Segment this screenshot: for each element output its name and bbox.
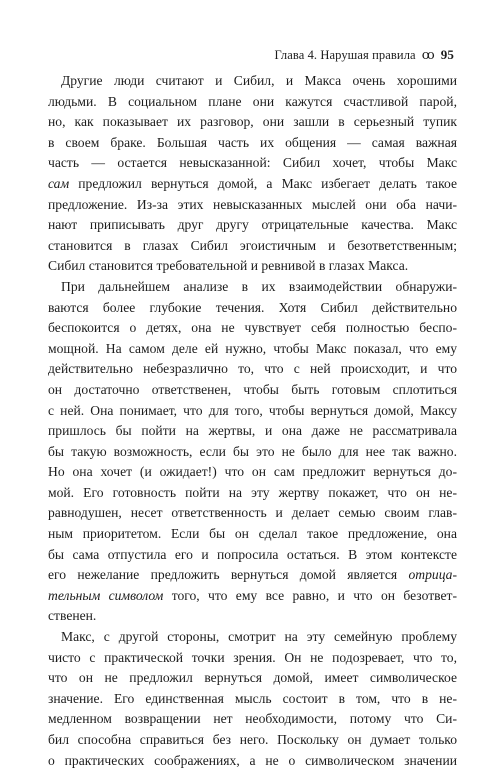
text-segment: пришлось бы пойти на жертвы, и она даже не рассматривала (48, 423, 457, 439)
text-line (48, 256, 457, 277)
text-segment: ственен. (48, 608, 97, 624)
text-line (48, 339, 457, 360)
text-line (48, 524, 457, 545)
text-line (48, 174, 457, 195)
text-segment: бы такую возможность, если бы это не было для нее так важно. (48, 443, 457, 459)
text-line (48, 421, 457, 442)
text-segment: беспокоится о детях, она не чувствует себя полностью беспо- (48, 320, 457, 336)
text-line (48, 751, 457, 771)
text-segment: равнодушен, несет ответственность и делает семью своим глав- (48, 505, 457, 521)
page-number: 95 (440, 47, 454, 62)
text-line (48, 380, 457, 401)
text-segment: Макс, с другой стороны, смотрит на эту семейную проблему (61, 629, 457, 645)
text-segment: предложение. Из-за этих невысказанных мыслей они оба начи- (48, 196, 457, 212)
text-line (48, 71, 457, 92)
text-segment: становится в глазах Сибил эгоистичным и безответственным; (48, 237, 457, 253)
italic-text: тельным символом (48, 587, 164, 603)
text-line (48, 627, 457, 648)
text-line (48, 545, 457, 566)
text-line (48, 277, 457, 298)
text-segment: действительно небезразлично то, что с ней происходит, и что (48, 361, 457, 377)
text-segment: мощной. На самом деле ей нужно, чтобы Макс показал, что ему (48, 340, 457, 356)
body-text (48, 71, 457, 771)
text-segment: что он не предложил вернуться домой, имеет символическое (48, 670, 457, 686)
text-line (48, 503, 457, 524)
running-head (274, 47, 454, 63)
text-segment: При дальнейшем анализе в их взаимодействии обнаружи- (61, 278, 457, 294)
text-line (48, 236, 457, 257)
text-segment: но, как показывает их разговор, они зашли в серьезный тупик (48, 114, 457, 130)
ornament-icon: ꝏ (421, 47, 435, 62)
text-segment: ным приоритетом. Если бы он сделал такое предложение, она (48, 526, 457, 542)
text-line (48, 709, 457, 730)
italic-text: сам (48, 175, 70, 191)
text-segment: с ней. Она понимает, что для того, чтобы вернуться домой, Максу (48, 402, 457, 418)
text-segment: часть — остается невысказанной: Сибил хочет, чтобы Макс (48, 155, 457, 171)
text-segment: его нежелание предложить вернуться домой является (48, 567, 409, 583)
text-line (48, 359, 457, 380)
text-line (48, 153, 457, 174)
text-segment: он достаточно ответственен, чтобы быть готовым сплотиться (48, 381, 457, 397)
text-segment: Сибил становится требовательной и ревнивой в глазах Макса. (48, 258, 409, 274)
text-segment: бы сама отпустила его и попросила остаться. В этом контексте (48, 546, 457, 562)
text-line (48, 401, 457, 422)
text-line (48, 112, 457, 133)
text-line (48, 133, 457, 154)
text-line (48, 565, 457, 586)
text-line (48, 483, 457, 504)
text-segment: чисто с практической точки зрения. Он не подозревает, что то, (48, 649, 457, 665)
text-segment: нают приписывать друг другу отрицательные качества. Макс (48, 217, 457, 233)
text-line (48, 648, 457, 669)
text-segment: бил способна справиться без него. Поскольку он думает только (48, 732, 457, 747)
text-segment: значение. Его единственная мысль состоит в том, что в не- (48, 690, 457, 706)
text-line (48, 195, 457, 216)
text-line (48, 606, 457, 627)
text-segment: ваются более глубокие течения. Хотя Сибил действительно (48, 299, 457, 315)
text-segment: людьми. В социальном плане они кажутся счастливой парой, (48, 93, 457, 109)
text-line (48, 298, 457, 319)
text-line (48, 689, 457, 710)
text-segment: того, что ему все равно, и что он безответ- (163, 587, 457, 603)
text-segment: предложил вернуться домой, а Макс избегает делать такое (69, 175, 457, 191)
italic-text: отрица- (408, 567, 457, 583)
text-line (48, 668, 457, 689)
text-line (48, 586, 457, 607)
chapter-title: Глава 4. Нарушая правила (274, 48, 416, 62)
text-segment: Но она хочет (и ожидает!) что он сам предложит вернуться до- (48, 464, 457, 480)
text-line (48, 462, 457, 483)
text-line (48, 442, 457, 463)
text-line (48, 215, 457, 236)
text-line (48, 318, 457, 339)
text-segment: мой. Его готовность пойти на эту жертву покажет, что он не- (48, 484, 457, 500)
text-segment: медленном возвращении нет необходимости, потому что Си- (48, 711, 457, 727)
text-line (48, 730, 457, 751)
text-segment: Другие люди считают и Сибил, и Макса очень хорошими (61, 73, 457, 88)
text-line (48, 92, 457, 113)
text-segment: в своем браке. Большая часть их общения — самая важная (48, 134, 457, 150)
text-segment: о практических соображениях, а не о символическом значении (48, 752, 457, 768)
